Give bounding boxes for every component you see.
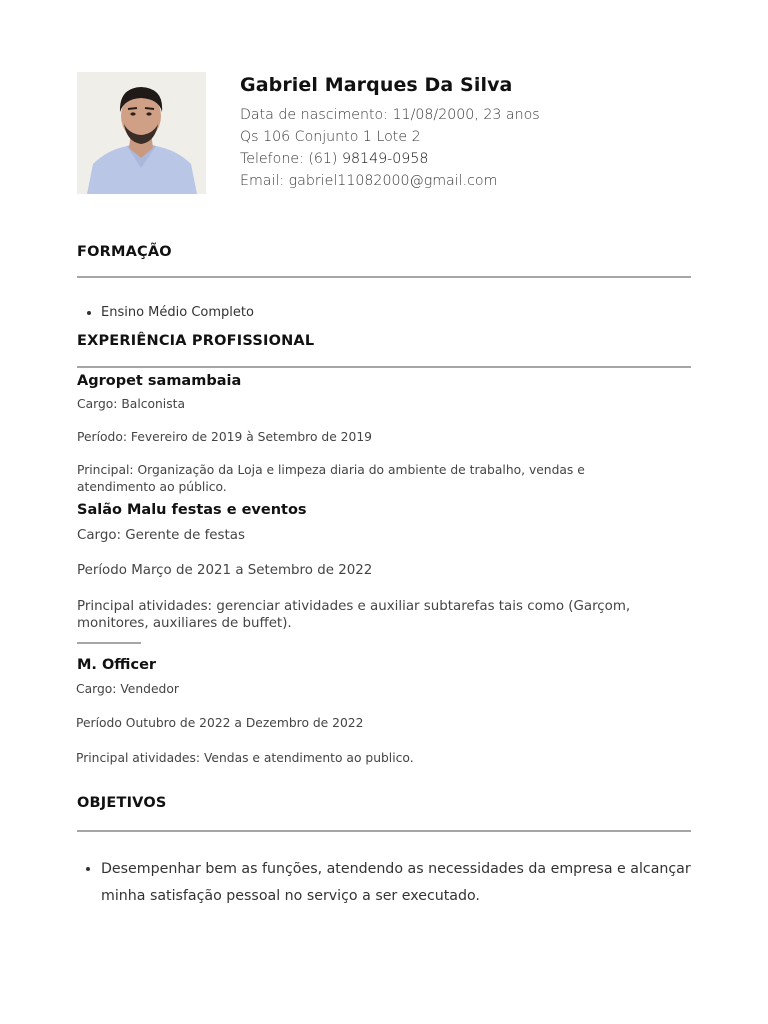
- job-role: Cargo: Vendedor: [76, 682, 179, 696]
- person-portrait-icon: [77, 72, 206, 194]
- job-period: Período Outubro de 2022 a Dezembro de 2022: [76, 716, 364, 730]
- education-list: [77, 304, 254, 322]
- email: Email: gabriel11082000@gmail.com: [240, 173, 498, 189]
- job-company: Salão Malu festas e eventos: [77, 502, 307, 518]
- phone-label: Telefone: (61): [240, 151, 342, 167]
- address: Qs 106 Conjunto 1 Lote 2: [240, 129, 421, 145]
- education-title: FORMAÇÃO: [77, 244, 172, 260]
- education-divider: [77, 276, 691, 278]
- job-description: Principal: Organização da Loja e limpeza diaria do ambiente de trabalho, vendas e atendimento ao público.: [77, 463, 585, 494]
- experience-divider: [77, 366, 691, 368]
- job-role: Cargo: Gerente de festas: [77, 528, 245, 543]
- job-period: Período Março de 2021 a Setembro de 2022: [77, 563, 373, 578]
- contact-info: [240, 72, 720, 192]
- job-role: Cargo: Balconista: [77, 397, 185, 411]
- objectives-list: [77, 856, 701, 910]
- list-item: • Ensino Médio Completo: [101, 304, 254, 322]
- phone: [240, 148, 720, 170]
- profile-photo: [77, 72, 206, 194]
- objectives-title: OBJETIVOS: [77, 795, 167, 811]
- objectives-divider: [77, 830, 691, 832]
- candidate-name: Gabriel Marques Da Silva: [240, 74, 513, 96]
- job-company: Agropet samambaia: [77, 373, 242, 389]
- job-description: Principal atividades: Vendas e atendimento ao publico.: [76, 751, 414, 765]
- experience-title: EXPERIÊNCIA PROFISSIONAL: [77, 333, 315, 349]
- phone-number: 98149-0958: [341, 151, 429, 167]
- job-description: Principal atividades: gerenciar atividades e auxiliar subtarefas tais como (Garçom, monitores, auxiliares de buffet).: [77, 599, 631, 631]
- birth-date: Data de nascimento: 11/08/2000, 23 anos: [240, 107, 540, 123]
- job-period: Período: Fevereiro de 2019 à Setembro de 2019: [77, 430, 372, 444]
- list-item: • Desempenhar bem as funções, atendendo as necessidades da empresa e alcançar minha satisfação pessoal no serviço a ser executado.: [101, 856, 701, 910]
- job-separator: [77, 642, 141, 644]
- job-company: M. Officer: [77, 657, 157, 673]
